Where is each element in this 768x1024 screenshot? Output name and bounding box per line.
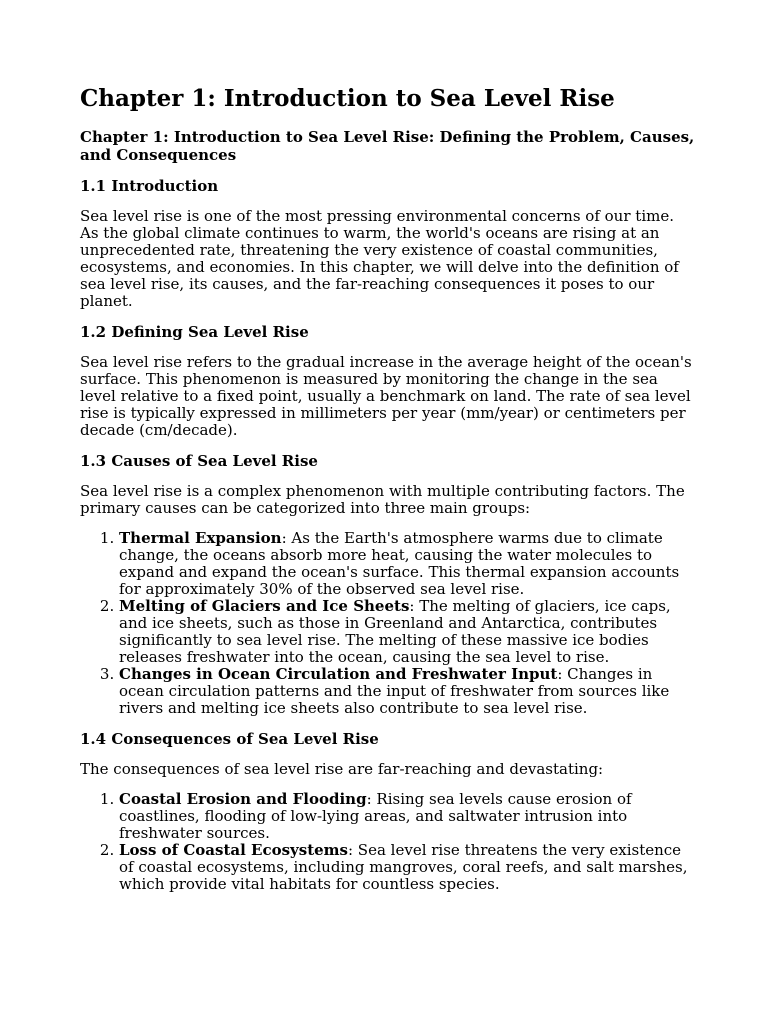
- list-item-term: Changes in Ocean Circulation and Freshwater Input: [119, 665, 558, 683]
- section-heading-introduction: 1.1 Introduction: [80, 177, 219, 195]
- list-item-text: : The melting of glaciers, ice caps, and ice sheets, such as those in Greenland and Antarctica, contributes significantly to sea level rise. The melting of these massive ice bodies releases freshwater into the ocean, causing the sea level to rise.: [119, 597, 671, 666]
- section-heading-causes: 1.3 Causes of Sea Level Rise: [80, 452, 318, 470]
- chapter-subtitle: Chapter 1: Introduction to Sea Level Rise: Defining the Problem, Causes, and Consequences: [80, 128, 695, 164]
- list-item: [119, 598, 695, 666]
- list-item-term: Loss of Coastal Ecosystems: [119, 841, 348, 859]
- causes-list: [80, 530, 695, 717]
- list-item: [119, 791, 695, 842]
- introduction-paragraph: Sea level rise is one of the most pressing environmental concerns of our time. As the global climate continues to warm, the world's oceans are rising at an unprecedented rate, threatening the very existence of coastal communities, ecosystems, and economies. In this chapter, we will delve into the definition of sea level rise, its causes, and the far-reaching consequences it poses to our planet.: [80, 207, 679, 310]
- chapter-title: Chapter 1: Introduction to Sea Level Rise: [80, 85, 615, 112]
- section-heading-consequences: 1.4 Consequences of Sea Level Rise: [80, 730, 379, 748]
- defining-paragraph: Sea level rise refers to the gradual increase in the average height of the ocean's surface. This phenomenon is measured by monitoring the change in the sea level relative to a fixed point, usually a benchmark on land. The rate of sea level rise is typically expressed in millimeters per year (mm/year) or centimeters per decade (cm/decade).: [80, 353, 692, 439]
- list-item-term: Melting of Glaciers and Ice Sheets: [119, 597, 410, 615]
- list-item: [119, 842, 695, 893]
- consequences-list: [80, 791, 695, 893]
- list-item-term: Coastal Erosion and Flooding: [119, 790, 367, 808]
- list-item-text: : As the Earth's atmosphere warms due to climate change, the oceans absorb more heat, causing the water molecules to expand and expand the ocean's surface. This thermal expansion accounts for approximately 30% of the observed sea level rise.: [119, 529, 680, 598]
- document-page: [80, 84, 695, 906]
- list-item: [119, 666, 695, 717]
- list-item: [119, 530, 695, 598]
- list-item-text: : Changes in ocean circulation patterns and the input of freshwater from sources like rivers and melting ice sheets also contribute to sea level rise.: [119, 665, 670, 717]
- consequences-paragraph: The consequences of sea level rise are far-reaching and devastating:: [80, 760, 604, 778]
- causes-paragraph: Sea level rise is a complex phenomenon with multiple contributing factors. The primary causes can be categorized into three main groups:: [80, 482, 685, 517]
- section-heading-defining: 1.2 Defining Sea Level Rise: [80, 323, 309, 341]
- list-item-text: : Sea level rise threatens the very existence of coastal ecosystems, including mangroves, coral reefs, and salt marshes, which provide vital habitats for countless species.: [119, 841, 688, 893]
- list-item-term: Thermal Expansion: [119, 529, 282, 547]
- list-item-text: : Rising sea levels cause erosion of coastlines, flooding of low-lying areas, and saltwater intrusion into freshwater sources.: [119, 790, 632, 842]
